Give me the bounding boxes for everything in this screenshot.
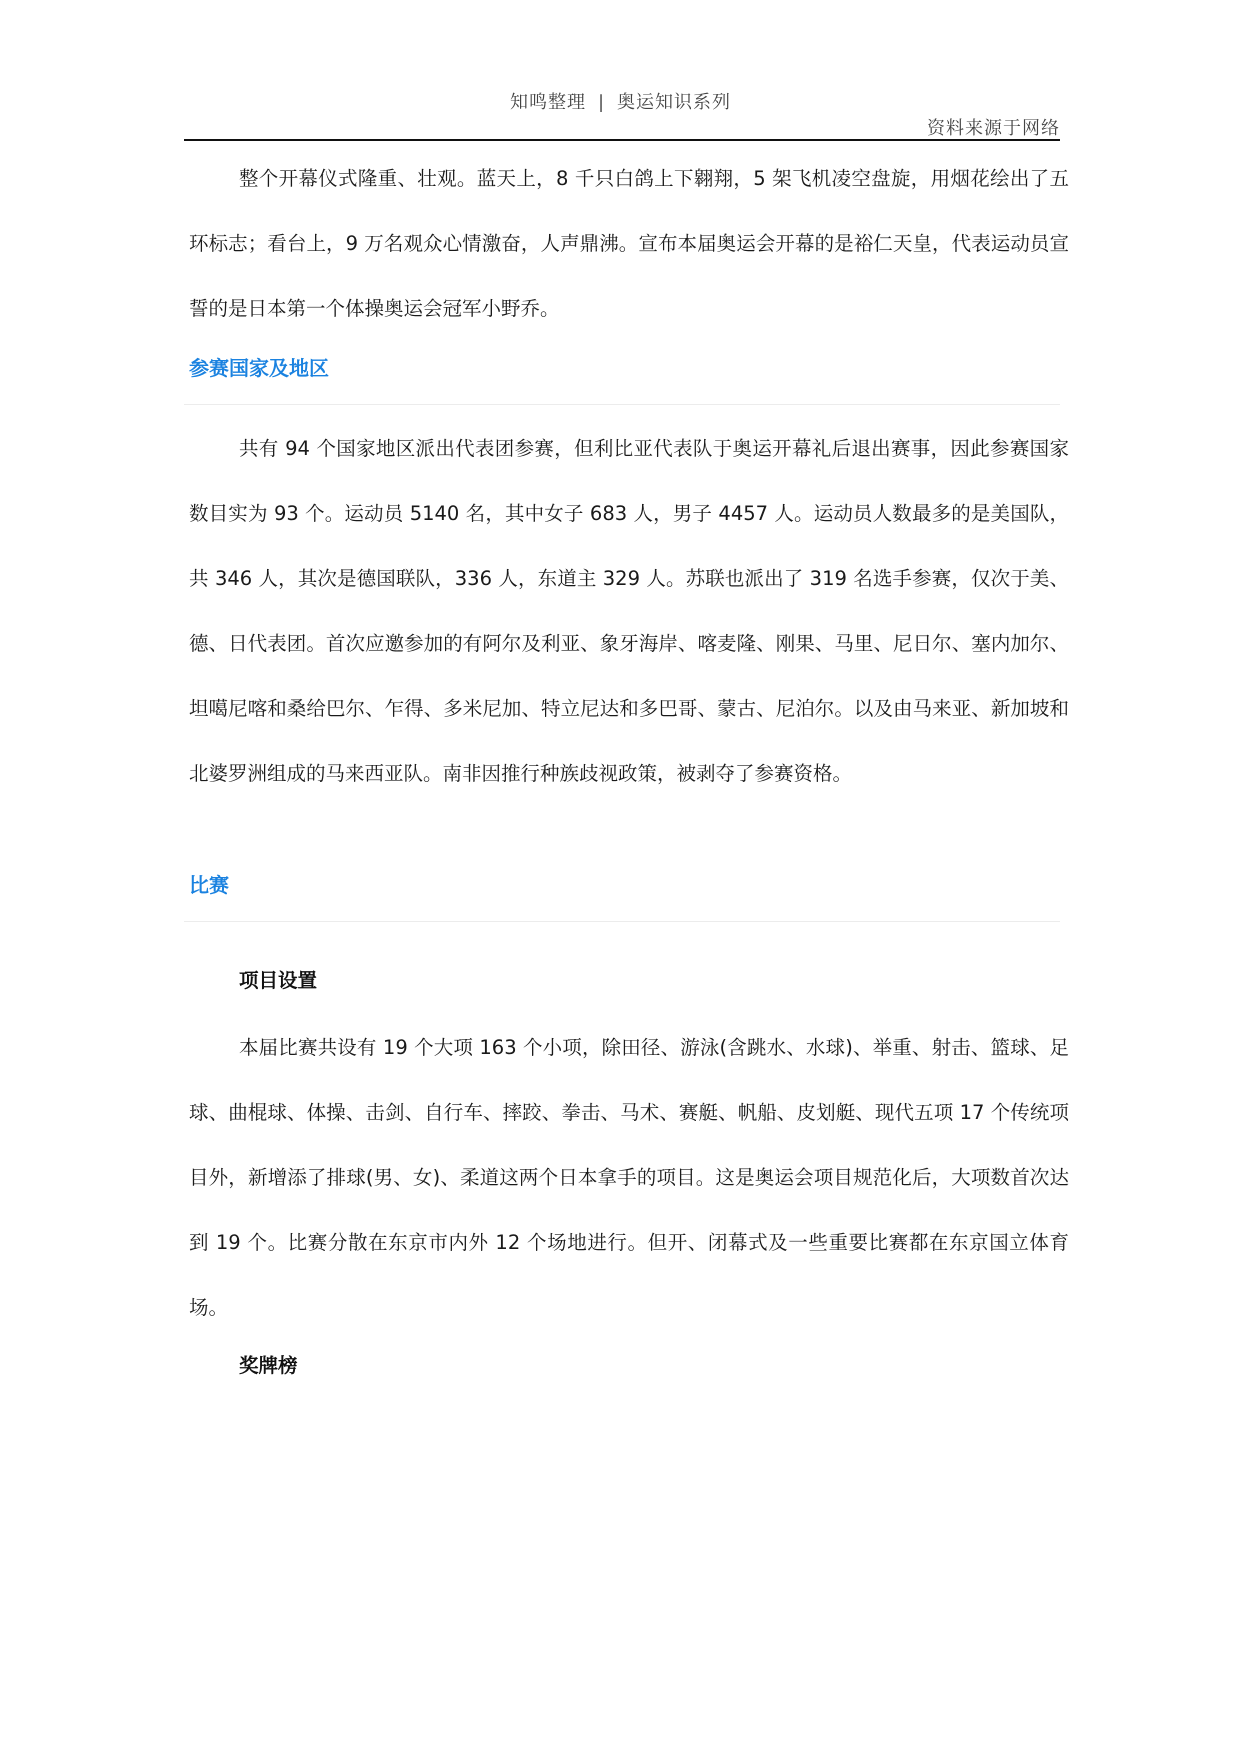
- opening-ceremony-paragraph: 整个开幕仪式隆重、壮观。蓝天上，8 千只白鸽上下翱翔，5 架飞机凌空盘旋，用烟花绘出了五环标志；看台上，9 万名观众心情激奋，人声鼎沸。宣布本届奥运会开幕的是裕仁天皇，代表运动员宣誓的是日本第一个体操奥运会冠军小野乔。: [189, 167, 1069, 320]
- section-title-competition: 比赛: [189, 873, 229, 897]
- header-separator: |: [597, 92, 606, 113]
- header-source-note: 资料来源于网络: [927, 118, 1060, 139]
- countries-paragraph: 共有 94 个国家地区派出代表团参赛，但利比亚代表队于奥运开幕礼后退出赛事，因此参赛国家数目实为 93 个。运动员 5140 名，其中女子 683 人，男子 4457 人。运动员人数最多的是美国队，共 346 人，其次是德国联队，336 人，东道主 329 人。苏联也派出了 319 名选手参赛，仅次于美、德、日代表团。首次应邀参加的有阿尔及利亚、象牙海岸、喀麦隆、刚果、马里、尼日尔、塞内加尔、坦噶尼喀和桑给巴尔、乍得、多米尼加、特立尼达和多巴哥、蒙古、尼泊尔。以及由马来亚、新加坡和北婆罗洲组成的马来西亚队。南非因推行种族歧视政策，被剥夺了参赛资格。: [189, 437, 1069, 785]
- header-divider: [184, 139, 1060, 141]
- events-paragraph: 本届比赛共设有 19 个大项 163 个小项，除田径、游泳(含跳水、水球)、举重、射击、篮球、足球、曲棍球、体操、击剑、自行车、摔跤、拳击、马术、赛艇、帆船、皮划艇、现代五项 17 个传统项目外，新增添了排球(男、女)、柔道这两个日本拿手的项目。这是奥运会项目规范化后，大项数首次达到 19 个。比赛分散在东京市内外 12 个场地进行。但开、闭幕式及一些重要比赛都在东京国立体育场。: [189, 1036, 1069, 1319]
- subsection-title-medals: 奖牌榜: [239, 1354, 298, 1377]
- section-title-countries: 参赛国家及地区: [189, 356, 329, 380]
- section-divider: [184, 404, 1060, 405]
- section-divider: [184, 921, 1060, 922]
- subsection-title-events: 项目设置: [239, 969, 318, 992]
- header-organizer: 知鸣整理: [509, 92, 586, 113]
- page-header: [0, 88, 1241, 114]
- header-series: 奥运知识系列: [617, 92, 732, 113]
